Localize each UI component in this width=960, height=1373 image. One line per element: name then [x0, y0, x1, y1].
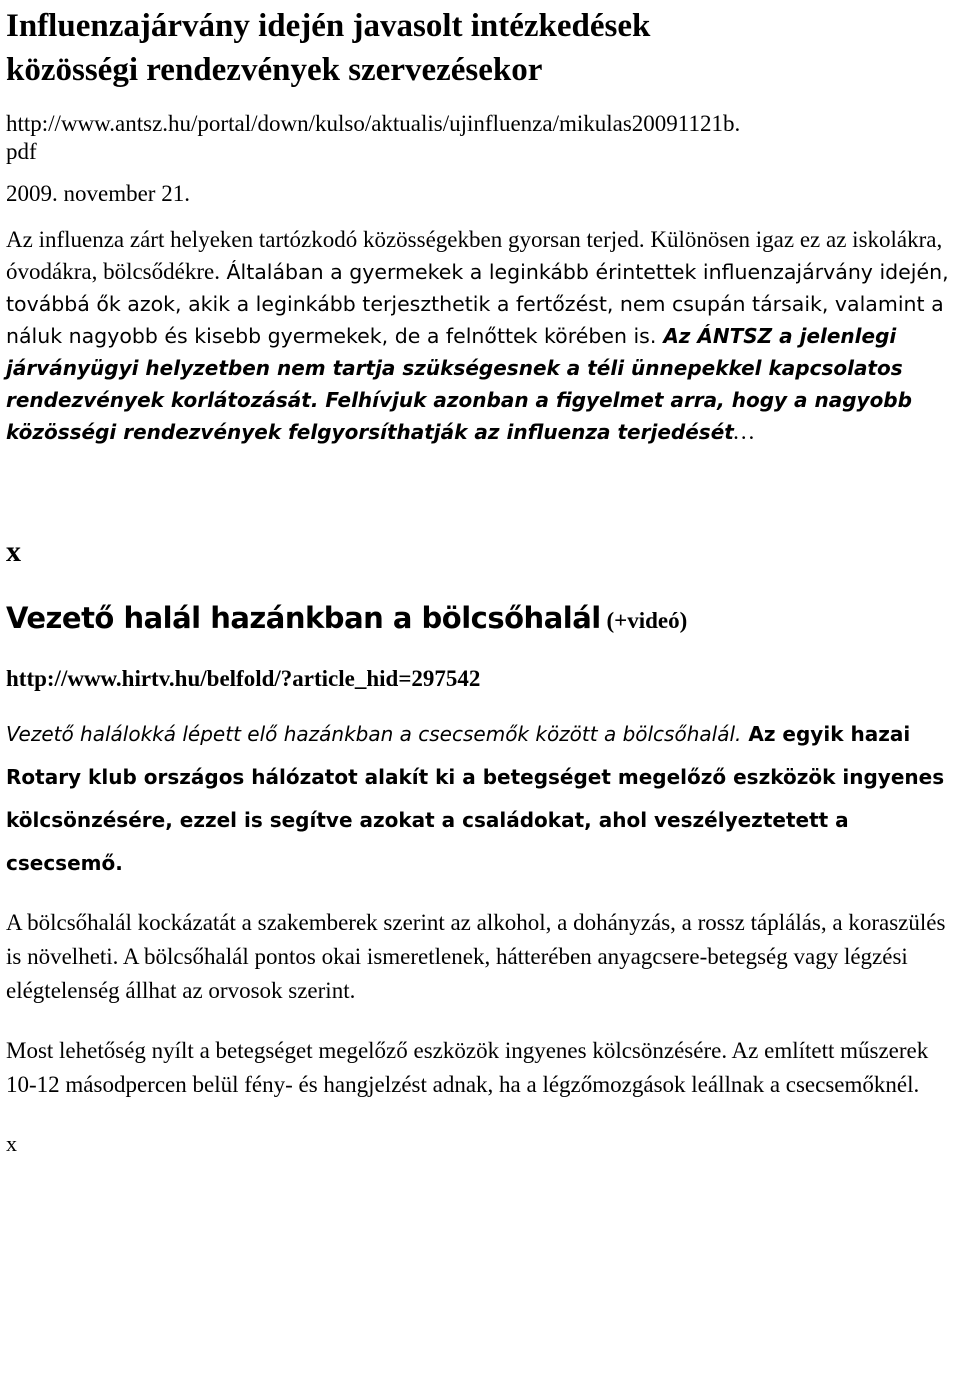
article2-title-suffix: (+videó) — [600, 608, 688, 633]
article1-url — [6, 110, 956, 166]
article1-title-line1: Influenzajárvány idején javasolt intézkedések — [6, 8, 651, 44]
article1-body — [6, 224, 956, 448]
article2-paragraph-2: Most lehetőség nyílt a betegséget megelőző eszközök ingyenes kölcsönzésére. Az említett műszerek 10-12 másodpercen belül fény- és hangjelzést adnak, ha a légzőmozgások leállnak a csecsemőknél. — [6, 1038, 929, 1097]
article1-url-line1: http://www.antsz.hu/portal/down/kulso/aktualis/ujinfluenza/mikulas20091121b. — [6, 111, 741, 136]
article1-body-intro: Az influenza zárt helyeken tartózkodó közösségekben gyorsan terjed. Különösen igaz ez az iskolákra, óvodákra, bölcsődékre. — [6, 227, 943, 284]
article1-body-emphasis: Az ÁNTSZ a jelenlegi járványügyi helyzetben nem tartja szükségesnek a téli ünnepekkel kapcsolatos rendezvények korlátozását. Felhívjuk azonban a figyelmet arra, hogy a nagyobb közösségi rendezvények felgyorsíthatják az influenza terjedését — [6, 324, 912, 444]
article1-date: 2009. november 21. — [6, 181, 190, 206]
document-page — [6, 0, 956, 1156]
article2-title-main: Vezető halál hazánkban a bölcsőhalál — [6, 601, 601, 635]
article2-url: http://www.hirtv.hu/belfold/?article_hid=297542 — [6, 666, 481, 691]
article2-title — [6, 594, 956, 648]
article2-lead — [6, 714, 956, 886]
separator-1: x — [6, 535, 21, 568]
article1-url-line2: pdf — [6, 139, 37, 164]
article1-body-detail: Általában a gyermekek a leginkább érintettek influenzajárvány idején, továbbá ők azok, akik a leginkább terjeszthetik a fertőzést, nem csupán társaik, valamint a náluk nagyobb és kisebb gyermekek, de a felnőttek körében is. — [6, 260, 949, 348]
article2-paragraph-1: A bölcsőhalál kockázatát a szakemberek szerint az alkohol, a dohányzás, a rossz táplálás, a koraszülés is növelheti. A bölcsőhalál pontos okai ismeretlenek, hátterében anyagcsere-betegség vagy légzési elégtelenség állhat az orvosok szerint. — [6, 910, 946, 1003]
article1-title — [6, 0, 956, 96]
separator-2: x — [6, 1131, 17, 1156]
article2-lead-italic: Vezető halálokká lépett elő hazánkban a csecsemők között a bölcsőhalál. — [6, 722, 742, 746]
article1-title-line2: közösségi rendezvények szervezésekor — [6, 52, 543, 88]
article1-body-ellipsis: … — [733, 419, 755, 444]
article2-lead-bold: Az egyik hazai Rotary klub országos hálózatot alakít ki a betegséget megelőző eszközök ingyenes kölcsönzésére, ezzel is segítve azokat a családokat, ahol veszélyeztetett a csecsemő. — [6, 722, 945, 875]
